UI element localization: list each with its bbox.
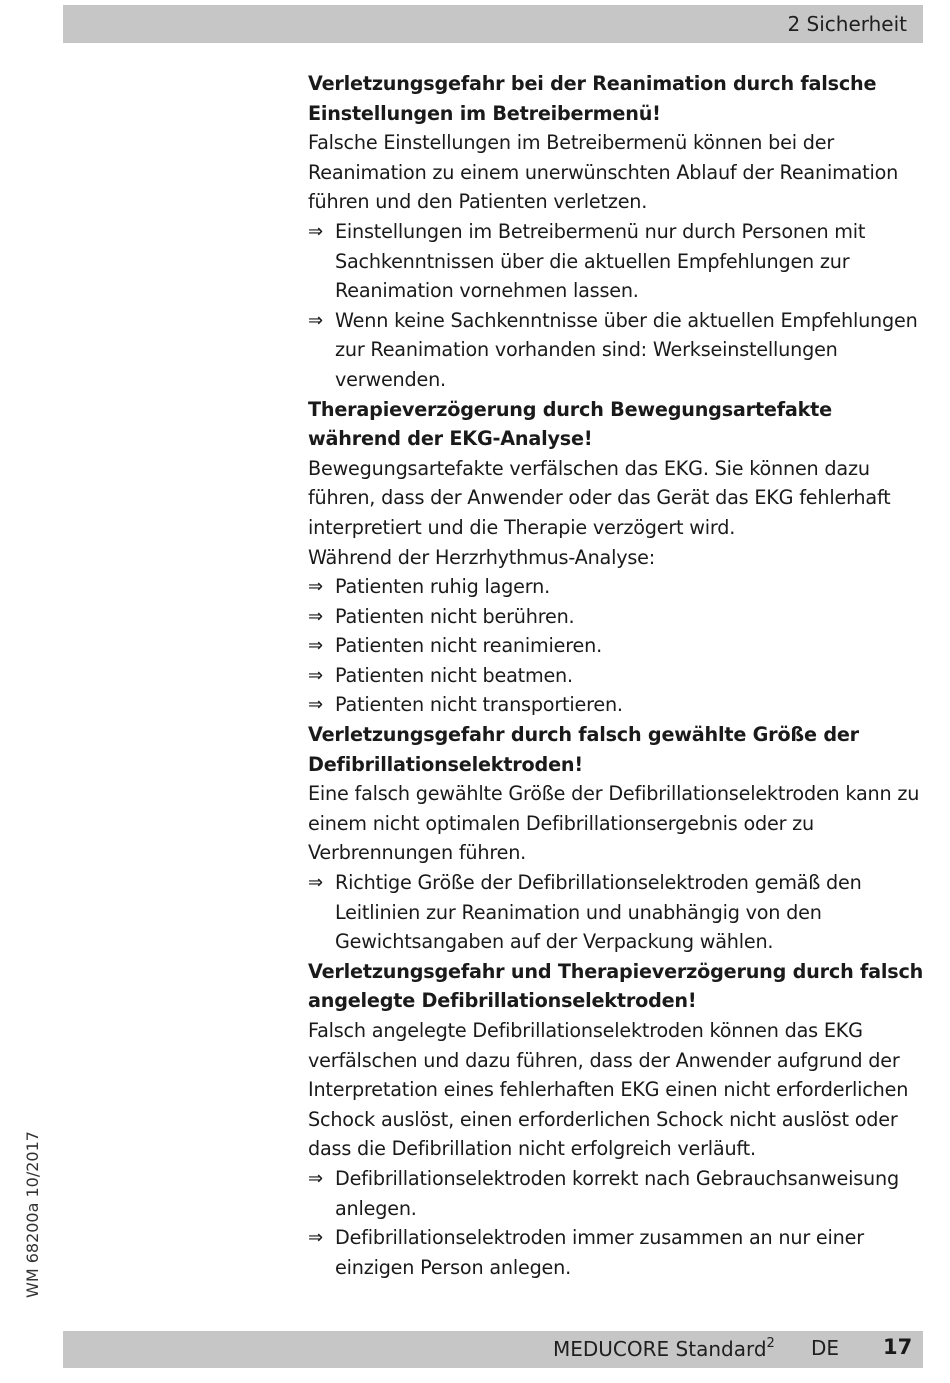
instruction-text: Patienten ruhig lagern. — [335, 575, 550, 599]
product-name — [553, 1336, 775, 1361]
instruction-item — [308, 306, 930, 395]
safety-content — [308, 69, 930, 1282]
warning-title: Verletzungsgefahr und Therapieverzögerung durch falsch angelegte Defibrillationselektroden! — [308, 959, 924, 1013]
header-bar — [63, 5, 923, 43]
instruction-text: Patienten nicht reanimieren. — [335, 634, 602, 658]
warning-block — [308, 957, 930, 1283]
arrow-icon: ⇒ — [308, 1227, 323, 1249]
footer-bar — [63, 1331, 923, 1368]
page-number: 17 — [883, 1335, 913, 1359]
warning-text: Bewegungsartefakte verfälschen das EKG. Sie können dazu führen, dass der Anwender oder das Gerät das EKG fehlerhaft interpretiert und die Therapie verzögert wird. — [308, 456, 891, 539]
product-superscript: 2 — [766, 1336, 775, 1351]
product-name-text: MEDUCORE Standard — [553, 1337, 767, 1361]
language-code: DE — [811, 1336, 840, 1360]
arrow-icon: ⇒ — [308, 635, 323, 657]
instruction-item — [308, 1223, 930, 1282]
instruction-text: Defibrillationselektroden korrekt nach Gebrauchsanweisung anlegen. — [335, 1166, 899, 1220]
document-code: WM 68200a 10/2017 — [23, 1131, 42, 1298]
warning-block — [308, 720, 930, 957]
warning-text: Falsch angelegte Defibrillationselektroden können das EKG verfälschen und dazu führen, dass der Anwender aufgrund der Interpretation eines fehlerhaften EKG einen nicht erforderlichen Schock auslöst, einen erforderlichen Schock nicht auslöst oder dass die Defibrillation nicht erfolgreich verläuft. — [308, 1019, 909, 1161]
instruction-text: Wenn keine Sachkenntnisse über die aktuellen Empfehlungen zur Reanimation vorhanden sind: Werkseinstellungen verwenden. — [335, 308, 918, 391]
instruction-text: Patienten nicht beatmen. — [335, 663, 573, 687]
arrow-icon: ⇒ — [308, 1167, 323, 1189]
instruction-item — [308, 602, 930, 632]
warning-text: Eine falsch gewählte Größe der Defibrillationselektroden kann zu einem nicht optimalen Defibrillationsergebnis oder zu Verbrennungen führen. — [308, 782, 920, 865]
warning-block — [308, 69, 930, 395]
arrow-icon: ⇒ — [308, 220, 323, 242]
instruction-text: Defibrillationselektroden immer zusammen an nur einer einzigen Person anlegen. — [335, 1226, 864, 1279]
arrow-icon: ⇒ — [308, 664, 323, 686]
warning-text: Falsche Einstellungen im Betreibermenü können bei der Reanimation zu einem unerwünschten Ablauf der Reanimation führen und den Patienten verletzen. — [308, 131, 899, 214]
instruction-item — [308, 690, 930, 720]
warning-title: Verletzungsgefahr bei der Reanimation durch falsche Einstellungen im Betreibermenü! — [308, 72, 877, 125]
instruction-item — [308, 631, 930, 661]
instruction-text: Patienten nicht berühren. — [335, 604, 575, 628]
warning-block — [308, 395, 930, 721]
arrow-icon: ⇒ — [308, 576, 323, 598]
instruction-item — [308, 572, 930, 602]
instruction-item — [308, 217, 930, 306]
warning-title: Verletzungsgefahr durch falsch gewählte Größe der Defibrillationselektroden! — [308, 723, 859, 776]
warning-title: Therapieverzögerung durch Bewegungsartefakte während der EKG-Analyse! — [308, 397, 832, 451]
instruction-item — [308, 1164, 930, 1223]
instruction-item — [308, 661, 930, 691]
arrow-icon: ⇒ — [308, 872, 323, 894]
instruction-text: Patienten nicht transportieren. — [335, 693, 623, 717]
instruction-text: Einstellungen im Betreibermenü nur durch Personen mit Sachkenntnissen über die aktuellen Empfehlungen zur Reanimation vornehmen lassen. — [335, 219, 866, 303]
arrow-icon: ⇒ — [308, 605, 323, 627]
arrow-icon: ⇒ — [308, 309, 323, 331]
section-title: 2 Sicherheit — [787, 12, 907, 36]
instruction-item — [308, 868, 930, 957]
arrow-icon: ⇒ — [308, 694, 323, 716]
instruction-text: Richtige Größe der Defibrillationselektroden gemäß den Leitlinien zur Reanimation und unabhängig von den Gewichtsangaben auf der Verpackung wählen. — [335, 871, 862, 954]
instruction-lead: Während der Herzrhythmus-Analyse: — [308, 545, 656, 569]
